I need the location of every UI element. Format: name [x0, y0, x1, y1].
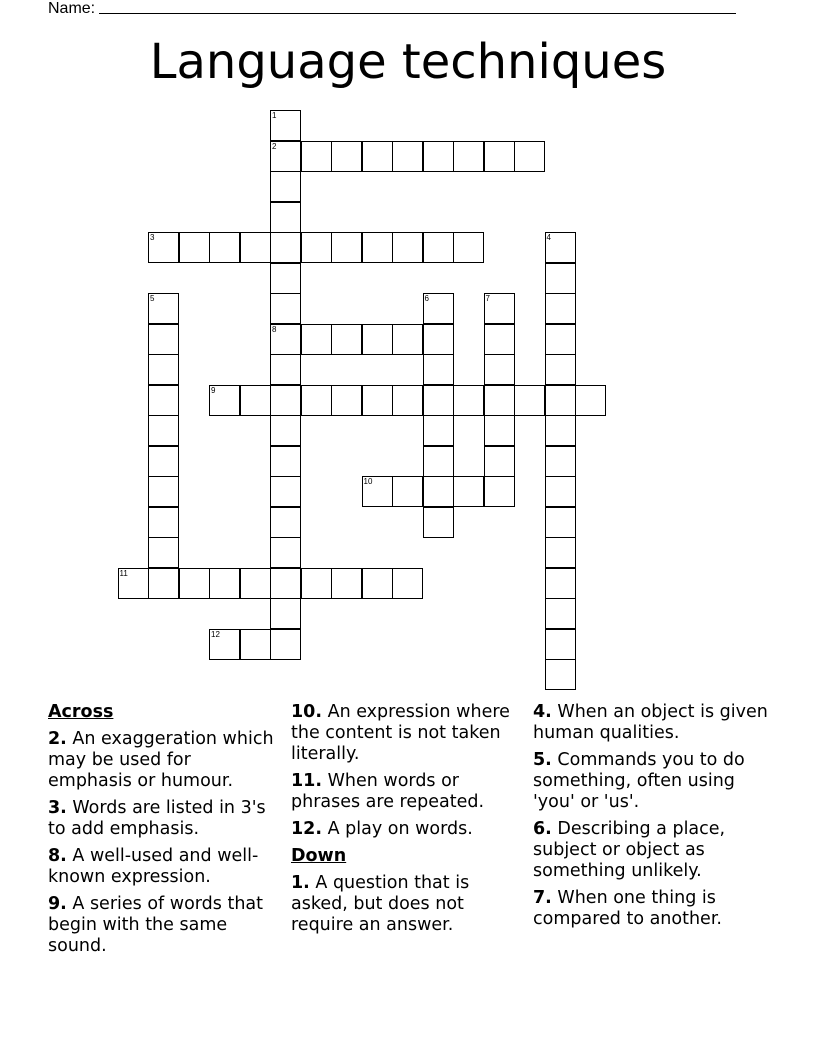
- grid-cell[interactable]: [423, 385, 454, 416]
- grid-cell[interactable]: [362, 141, 393, 172]
- grid-cell[interactable]: [392, 568, 423, 599]
- grid-cell[interactable]: [270, 293, 301, 324]
- grid-cell[interactable]: [423, 354, 454, 385]
- clue-column-2: [291, 702, 523, 942]
- grid-cell[interactable]: [148, 354, 179, 385]
- grid-cell[interactable]: [301, 141, 332, 172]
- grid-cell[interactable]: [270, 568, 301, 599]
- grid-cell[interactable]: [392, 385, 423, 416]
- grid-cell[interactable]: [331, 385, 362, 416]
- grid-cell[interactable]: [362, 385, 393, 416]
- grid-cell[interactable]: [270, 629, 301, 660]
- grid-cell[interactable]: [545, 232, 576, 263]
- grid-cell[interactable]: [545, 568, 576, 599]
- clue-number: 8: [272, 324, 277, 334]
- clue-down-5: 5. Commands you to do something, often using 'you' or 'us'.: [533, 750, 745, 812]
- clue-number: 4: [546, 233, 551, 242]
- clue-column-1: [48, 702, 280, 963]
- grid-cell[interactable]: [423, 141, 454, 172]
- page-title: Language techniques: [149, 34, 667, 90]
- clue-down-1: 1. A question that is asked, but does not require an answer.: [291, 873, 470, 935]
- grid-cell[interactable]: [423, 293, 454, 324]
- grid-cell[interactable]: [270, 507, 301, 538]
- clue-across-3: 3. Words are listed in 3's to add emphasis.: [48, 798, 266, 839]
- grid-cell[interactable]: [148, 385, 179, 416]
- grid-cell[interactable]: [301, 385, 332, 416]
- grid-cell[interactable]: [453, 385, 484, 416]
- grid-cell[interactable]: [423, 446, 454, 477]
- grid-cell[interactable]: [209, 629, 240, 660]
- grid-cell[interactable]: [270, 446, 301, 477]
- grid-cell[interactable]: [240, 629, 271, 660]
- clue-number: 6: [424, 294, 429, 303]
- grid-cell[interactable]: [362, 476, 393, 507]
- grid-cell[interactable]: [545, 293, 576, 324]
- across-heading: Across: [48, 702, 114, 722]
- grid-cell[interactable]: [148, 293, 179, 324]
- grid-cell[interactable]: [362, 568, 393, 599]
- grid-cell[interactable]: [423, 507, 454, 538]
- grid-cell[interactable]: [270, 232, 301, 263]
- grid-cell[interactable]: [545, 507, 576, 538]
- grid-cell[interactable]: [423, 476, 454, 507]
- grid-cell[interactable]: [392, 476, 423, 507]
- clue-across-2: 2. An exaggeration which may be used for emphasis or humour.: [48, 729, 274, 791]
- grid-cell[interactable]: [148, 415, 179, 446]
- clue-number: 7: [485, 294, 490, 303]
- clue-number: 10: [363, 477, 373, 486]
- grid-cell[interactable]: [484, 446, 515, 477]
- grid-cell[interactable]: [179, 568, 210, 599]
- grid-cell[interactable]: [148, 476, 179, 507]
- grid-cell[interactable]: [545, 659, 576, 690]
- grid-cell[interactable]: [514, 141, 545, 172]
- clue-across-11: 11. When words or phrases are repeated.: [291, 771, 485, 812]
- grid-cell[interactable]: [148, 507, 179, 538]
- grid-cell[interactable]: [545, 476, 576, 507]
- down-heading: Down: [291, 846, 347, 866]
- grid-cell[interactable]: [392, 324, 423, 355]
- grid-cell[interactable]: [392, 141, 423, 172]
- clue-down-6: 6. Describing a place, subject or object as something unlikely.: [533, 819, 726, 881]
- grid-cell[interactable]: [270, 263, 301, 294]
- grid-cell[interactable]: [270, 385, 301, 416]
- clue-number: 5: [150, 294, 155, 303]
- grid-cell[interactable]: [331, 568, 362, 599]
- grid-cell[interactable]: [209, 568, 240, 599]
- grid-cell[interactable]: [575, 385, 606, 416]
- clue-across-9: 9. A series of words that begin with the same sound.: [48, 894, 263, 956]
- grid-cell[interactable]: [514, 385, 545, 416]
- clue-down-4: 4. When an object is given human qualities.: [533, 702, 768, 743]
- grid-cell[interactable]: [240, 568, 271, 599]
- clue-across-12: 12. A play on words.: [291, 819, 473, 839]
- clue-column-3: [533, 702, 773, 936]
- grid-cell[interactable]: [270, 171, 301, 202]
- grid-cell[interactable]: [270, 415, 301, 446]
- grid-cell[interactable]: [545, 537, 576, 568]
- grid-cell[interactable]: [484, 476, 515, 507]
- grid-cell[interactable]: [423, 324, 454, 355]
- clue-number: 1: [272, 111, 277, 120]
- grid-cell[interactable]: [484, 141, 515, 172]
- grid-cell[interactable]: [484, 415, 515, 446]
- grid-cell[interactable]: [331, 232, 362, 263]
- grid-cell[interactable]: [270, 141, 301, 172]
- grid-cell[interactable]: [209, 232, 240, 263]
- grid-cell[interactable]: [270, 476, 301, 507]
- grid-cell[interactable]: [148, 568, 179, 599]
- clue-number: 9: [211, 385, 216, 395]
- grid-cell[interactable]: [148, 537, 179, 568]
- grid-cell[interactable]: [545, 446, 576, 477]
- clue-down-7: 7. When one thing is compared to another.: [533, 888, 722, 929]
- grid-cell[interactable]: [423, 232, 454, 263]
- grid-cell[interactable]: [148, 232, 179, 263]
- grid-cell[interactable]: [331, 324, 362, 355]
- grid-cell[interactable]: [179, 232, 210, 263]
- grid-cell[interactable]: [362, 324, 393, 355]
- grid-cell[interactable]: [148, 446, 179, 477]
- grid-cell[interactable]: [301, 324, 332, 355]
- grid-cell[interactable]: [545, 324, 576, 355]
- grid-cell[interactable]: [423, 415, 454, 446]
- grid-cell[interactable]: [148, 324, 179, 355]
- grid-cell[interactable]: [301, 568, 332, 599]
- clue-across-10: 10. An expression where the content is not taken literally.: [291, 702, 510, 764]
- grid-cell[interactable]: [545, 415, 576, 446]
- grid-cell[interactable]: [484, 324, 515, 355]
- grid-cell[interactable]: [362, 232, 393, 263]
- grid-cell[interactable]: [484, 354, 515, 385]
- grid-cell[interactable]: [301, 232, 332, 263]
- clue-number: 12: [211, 629, 220, 639]
- grid-cell[interactable]: [453, 232, 484, 263]
- grid-cell[interactable]: [270, 537, 301, 568]
- grid-cell[interactable]: [270, 202, 301, 233]
- grid-cell[interactable]: [453, 141, 484, 172]
- grid-cell[interactable]: [545, 598, 576, 629]
- grid-cell[interactable]: [270, 110, 301, 141]
- grid-cell[interactable]: [270, 598, 301, 629]
- grid-cell[interactable]: [484, 385, 515, 416]
- grid-cell[interactable]: [453, 476, 484, 507]
- clue-across-8: 8. A well-used and well-known expression.: [48, 846, 259, 887]
- clue-number: 11: [119, 568, 128, 578]
- grid-cell[interactable]: [545, 385, 576, 416]
- grid-cell[interactable]: [392, 232, 423, 263]
- grid-cell[interactable]: [331, 141, 362, 172]
- grid-cell[interactable]: [118, 568, 149, 599]
- grid-cell[interactable]: [484, 293, 515, 324]
- grid-cell[interactable]: [209, 385, 240, 416]
- clue-number: 2: [272, 141, 277, 151]
- grid-cell[interactable]: [270, 324, 301, 355]
- grid-cell[interactable]: [240, 385, 271, 416]
- grid-cell[interactable]: [270, 354, 301, 385]
- grid-cell[interactable]: [545, 354, 576, 385]
- name-label: Name:: [48, 0, 96, 17]
- grid-cell[interactable]: [240, 232, 271, 263]
- clue-number: 3: [150, 233, 155, 242]
- grid-cell[interactable]: [545, 629, 576, 660]
- grid-cell[interactable]: [545, 263, 576, 294]
